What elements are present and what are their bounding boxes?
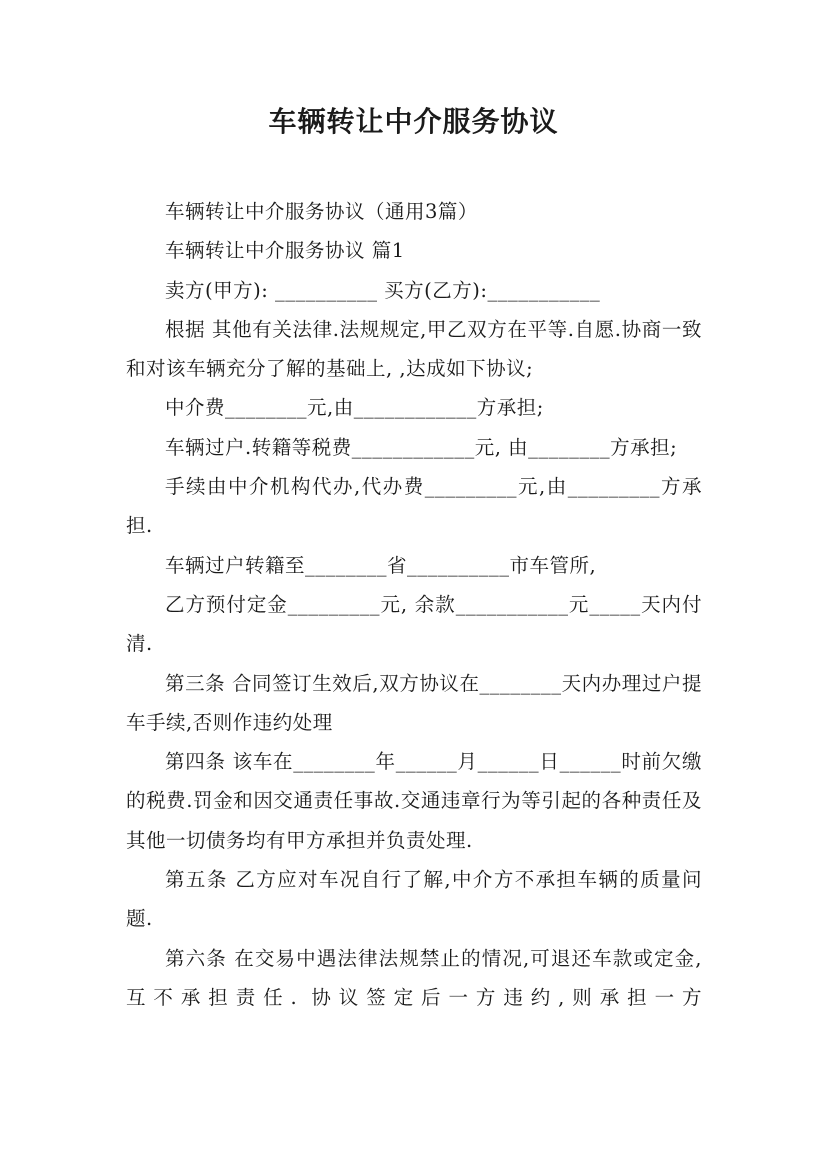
document-title: 车辆转让中介服务协议 xyxy=(268,105,559,138)
paragraph-subtitle: 车辆转让中介服务协议（通用3篇） xyxy=(165,200,478,223)
paragraph-article-5: 第五条 乙方应对车况自行了解,中介方不承担车辆的质量问题. xyxy=(126,868,702,931)
paragraph-article-3: 第三条 合同签订生效后,双方协议在________天内办理过户提车手续,否则作违约处理 xyxy=(126,671,702,734)
paragraph-agency-procedure: 手续由中介机构代办,代办费_________元,由_________方承担. xyxy=(126,475,702,538)
paragraph-deposit: 乙方预付定金_________元, 余款___________元_____天内付清. xyxy=(126,592,702,656)
paragraph-section-heading: 车辆转让中介服务协议 篇1 xyxy=(165,239,405,263)
paragraph-agency-fee: 中介费________元,由____________方承担; xyxy=(165,396,544,420)
document-body xyxy=(126,192,702,1017)
paragraph-transfer-tax: 车辆过户.转籍等税费____________元, 由________方承担; xyxy=(165,435,678,459)
paragraph-article-6: 第六条 在交易中遇法律法规禁止的情况,可退还车款或定金,互不承担责任. 协议签定后一方违约,则承担一方 xyxy=(126,946,702,1009)
paragraph-preamble: 根据 其他有关法律.法规规定,甲乙双方在平等.自愿.协商一致和对该车辆充分了解的基础上, ,达成如下协议; xyxy=(126,317,702,381)
paragraph-parties: 卖方(甲方): __________ 买方(乙方):___________ xyxy=(165,278,601,302)
paragraph-transfer-destination: 车辆过户转籍至________省__________市车管所, xyxy=(165,553,597,577)
paragraph-article-4: 第四条 该车在________年______月______日______时前欠缴的税费.罚金和因交通责任事故.交通违章行为等引起的各种责任及其他一切债务均有甲方承担并负责处理. xyxy=(126,750,702,852)
